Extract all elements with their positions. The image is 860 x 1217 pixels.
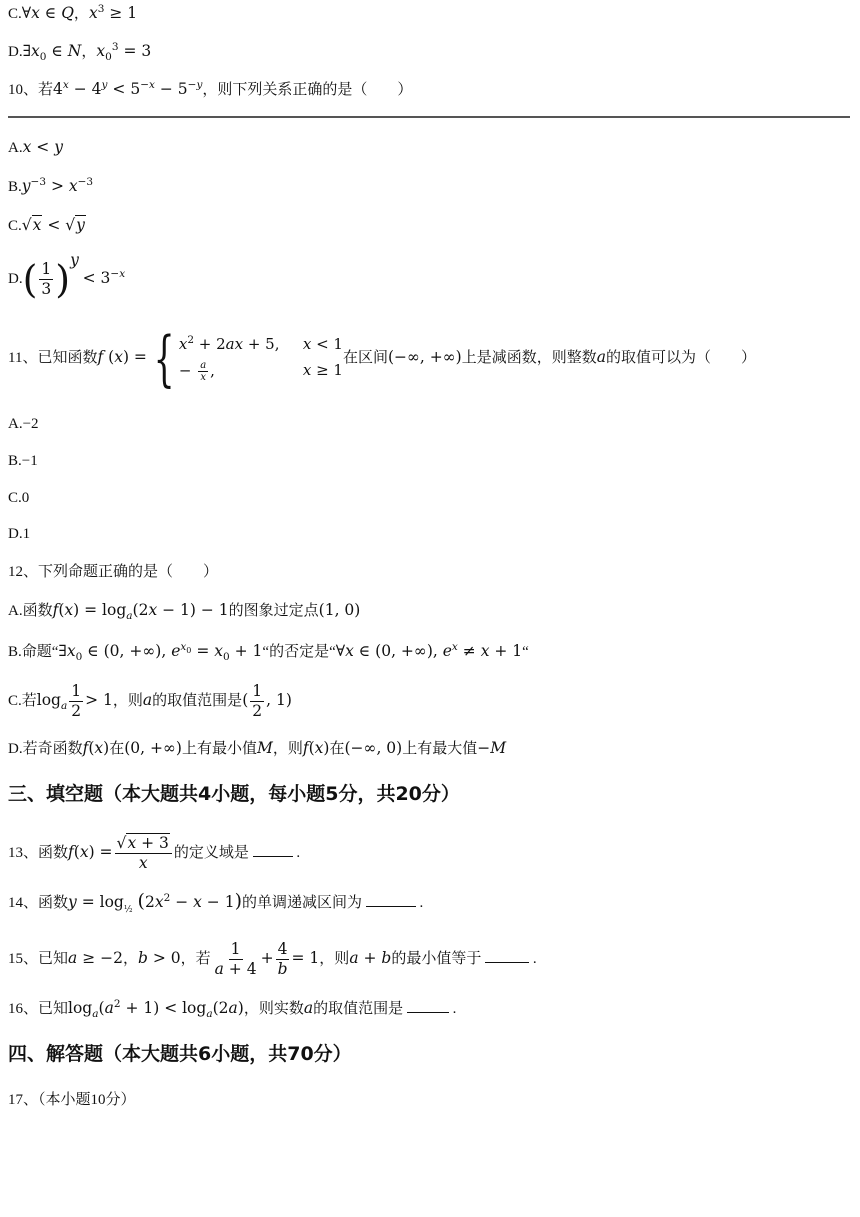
- question-text: 的定义域是: [173, 845, 249, 861]
- option-text: “的否定是“: [262, 644, 336, 660]
- section-heading-fill-in: 三、填空题（本大题共4小题，每小题5分，共20分）: [8, 783, 460, 805]
- option-text: 的图象过定点: [228, 603, 319, 619]
- section-heading-answers: 四、解答题（本大题共6小题，共70分）: [8, 1043, 352, 1065]
- q12-option-c: C.若$\log_a$ $\frac{1}{2}$ > 1，则a的取值范围是( $\frac{1}{2}$ , 1): [8, 682, 292, 721]
- question-text: 的最小值等于: [391, 951, 482, 967]
- answer-blank[interactable]: [485, 948, 529, 963]
- option-text: “: [522, 644, 529, 660]
- option-label: D.若奇函数: [8, 741, 83, 757]
- option-text: ，则: [112, 693, 143, 709]
- answer-blank[interactable]: [366, 892, 416, 907]
- question-text: ，: [122, 951, 138, 967]
- question-13: 13、函数f(x) = $\frac{√x + 3}{x}$ 的定义域是 .: [8, 834, 301, 873]
- question-text: 14、函数: [8, 895, 69, 911]
- option-text: ，则: [272, 741, 303, 757]
- divider: [8, 116, 850, 118]
- question-text: 的单调递减区间为: [242, 895, 363, 911]
- q10-option-d: D.( $\frac{1}{3}$ )$^y < 3^{-x}$: [8, 251, 126, 302]
- option-label: D.: [8, 44, 23, 60]
- question-text: 的取值范围是: [313, 1001, 404, 1017]
- question-text: 的取值可以为（ ）: [606, 350, 757, 366]
- question-text: 10、若: [8, 82, 54, 98]
- answer-blank[interactable]: [253, 842, 293, 857]
- option-label: A.: [8, 140, 23, 156]
- option-text: 上有最大值: [402, 741, 478, 757]
- question-12: 12、下列命题正确的是（ ）: [8, 564, 219, 580]
- option-label: B.: [8, 179, 22, 195]
- question-text: 15、已知: [8, 951, 69, 967]
- q11-option-d: D.1: [8, 526, 31, 542]
- question-text: 16、已知: [8, 1001, 69, 1017]
- option-label: B.命题“: [8, 644, 59, 660]
- option-label: C.若: [8, 693, 37, 709]
- question-text: 11、已知函数: [8, 350, 98, 366]
- question-17: 17、（本小题10分）: [8, 1092, 136, 1108]
- period: .: [419, 895, 424, 911]
- question-14: 14、函数$y = \log_{\frac{1}{2}} (2x^2 - x - 1)$的单调递减区间为 .: [8, 890, 424, 915]
- q11-option-c: C.0: [8, 490, 30, 506]
- question-text: ，则实数: [243, 1001, 304, 1017]
- question-text: ，则: [319, 951, 350, 967]
- q10-option-a: A.x < y: [8, 138, 63, 156]
- q11-option-a: A.−2: [8, 416, 39, 432]
- question-10: 10、若$4^x - 4^y < 5^{-x} - 5^{-y}$，则下列关系正确的是（ ）: [8, 78, 413, 98]
- q10-option-c: C.√x < √y: [8, 216, 85, 234]
- option-label: C.: [8, 6, 22, 22]
- q11-option-b: B.−1: [8, 453, 38, 469]
- option-text: 在: [329, 741, 345, 757]
- option-label: A.函数: [8, 603, 53, 619]
- question-11: 11、已知函数f (x) = { $x^2 + 2ax + 5$, x < 1 − $\frac{a}{x}$ , x ≥ 1 在区间(−∞, +∞)上是减函数，则整数a的取值可以为（ ）: [8, 323, 757, 394]
- q12-option-d: D.若奇函数f(x)在(0, +∞)上有最小值M，则f(x)在(−∞, 0)上有最大值−M: [8, 739, 507, 757]
- period: .: [296, 845, 301, 861]
- option-text: 上有最小值: [181, 741, 257, 757]
- period: .: [452, 1001, 457, 1017]
- q10-option-b: $B.y^{-3} > x^{-3}$: [8, 175, 94, 195]
- option-label: C.: [8, 218, 22, 234]
- option-text: 在: [109, 741, 125, 757]
- question-15: 15、已知a ≥ −2，b > 0，若 $\frac{1}{a + 4}$ + $\frac{4}{b}$ = 1，则a + b的最小值等于 .: [8, 940, 537, 979]
- piecewise-function: { $x^2 + 2ax + 5$, x < 1 − $\frac{a}{x}$ , x ≥ 1: [153, 323, 343, 394]
- question-text: 在区间: [342, 350, 388, 366]
- q12-option-b: B.命题“$\exists x_0$ ∈ (0, +∞), $e^{x_0} = x_0$ + 1“的否定是“∀x ∈ (0, +∞), $e^x \ne x$ + 1“: [8, 640, 529, 664]
- question-text: 13、函数: [8, 845, 69, 861]
- period: .: [532, 951, 537, 967]
- option-label: D.: [8, 271, 23, 287]
- question-text: ，若: [180, 951, 211, 967]
- question-text: 上是减函数，则整数: [461, 350, 597, 366]
- q12-option-a: A.函数$f(x) = \log_a(2x - 1) - 1$的图象过定点(1, 0): [8, 601, 361, 623]
- question-text: ，则下列关系正确的是（ ）: [202, 82, 413, 98]
- option-text: 的取值范围是: [152, 693, 243, 709]
- q9-option-c: C.∀x ∈ Q，$x^3 \ge 1$: [8, 2, 138, 22]
- q9-option-d: $D.\exists x_0$ ∈ N，$x_0^3 = 3$: [8, 40, 152, 64]
- question-16: 16、已知$\log_a(a^2 + 1) < \log_a(2a)$，则实数a的取值范围是 .: [8, 997, 457, 1021]
- answer-blank[interactable]: [407, 998, 449, 1013]
